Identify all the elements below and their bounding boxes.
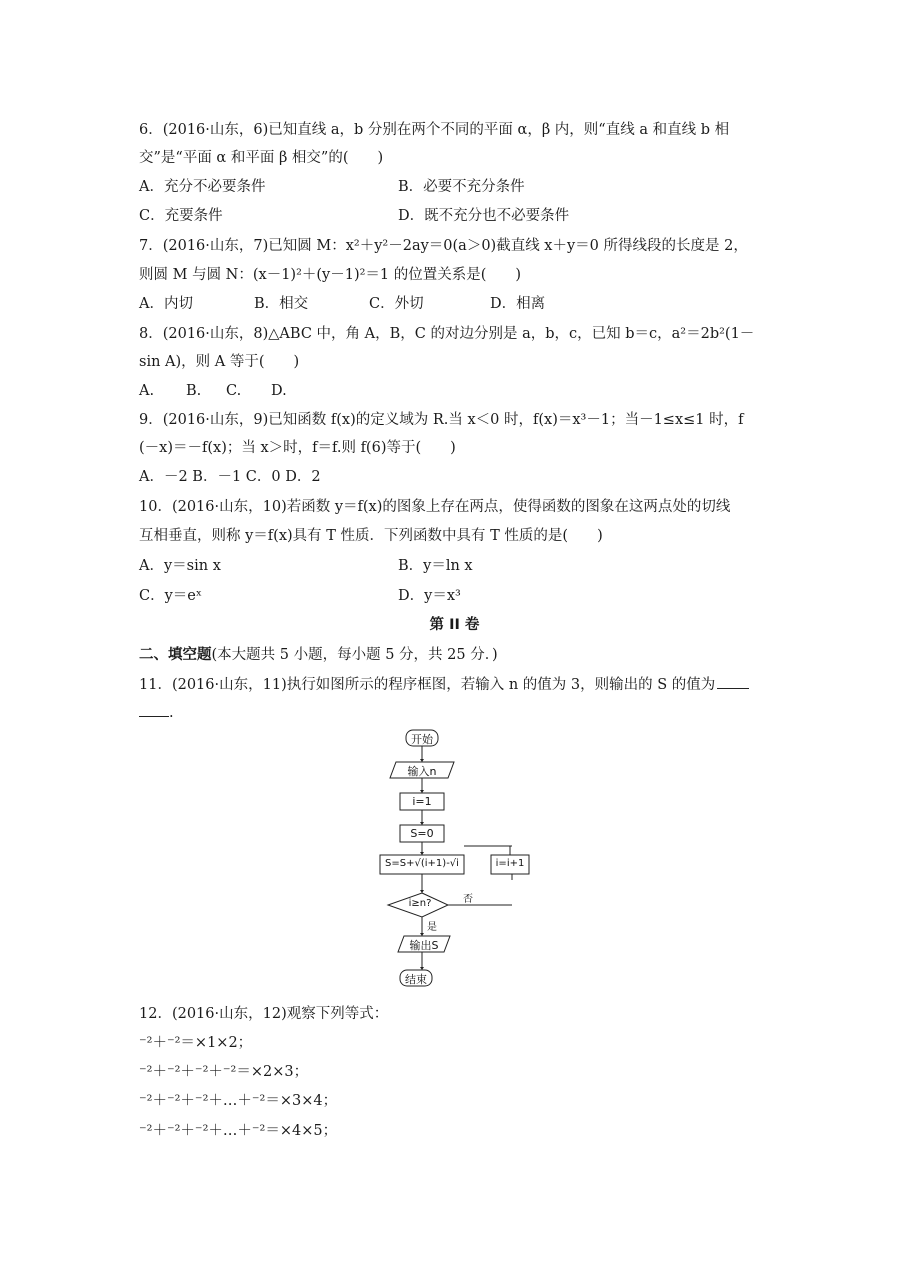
q9-options: A．－2 B．－1 C．0 D．2: [139, 469, 321, 485]
q12-equation-3: ⁻²＋⁻²＋⁻²＋…＋⁻²＝×3×4；: [139, 1093, 338, 1109]
flowchart-init-i-label: i=1: [412, 795, 432, 808]
q6-stem-line1: 6．(2016·山东，6)已知直线 a，b 分别在两个不同的平面 α，β 内，则“直线 a 和直线 b 相: [139, 122, 730, 138]
q7-option-b: B．相交: [254, 296, 309, 312]
flowchart-condition-label: i≥n?: [408, 898, 432, 909]
q11-stem-text: 11．(2016·山东，11)执行如图所示的程序框图，若输入 n 的值为 3，则输出的 S 的值为: [139, 677, 716, 693]
q12-equation-4: ⁻²＋⁻²＋⁻²＋…＋⁻²＝×4×5；: [139, 1123, 338, 1139]
q9-stem-line2: (－x)＝－f(x)；当 x＞时，f＝f.则 f(6)等于( ): [139, 440, 456, 456]
q12-equation-2: ⁻²＋⁻²＋⁻²＋⁻²＝×2×3；: [139, 1064, 309, 1080]
q8-option-d: D.: [271, 383, 287, 399]
q6-option-d: D．既不充分也不必要条件: [398, 208, 570, 224]
q12-stem: 12．(2016·山东，12)观察下列等式：: [139, 1006, 389, 1022]
q12-equation-1: ⁻²＋⁻²＝×1×2；: [139, 1035, 253, 1051]
q7-option-d: D．相离: [490, 296, 546, 312]
section-heading-note: (本大题共 5 小题，每小题 5 分，共 25 分．): [211, 647, 498, 663]
q6-option-b: B．必要不充分条件: [398, 179, 525, 195]
q9-stem-line1: 9．(2016·山东，9)已知函数 f(x)的定义域为 R.当 x＜0 时，f(x)＝x³－1；当－1≤x≤1 时，f: [139, 412, 744, 428]
q6-option-c: C．充要条件: [139, 208, 223, 224]
flowchart-no-label: 否: [463, 894, 473, 905]
q10-option-c: C．y＝eˣ: [139, 588, 203, 604]
q10-stem-line1: 10．(2016·山东，10)若函数 y＝f(x)的图象上存在两点，使得函数的图象在这两点处的切线: [139, 499, 731, 515]
q6-option-a: A．充分不必要条件: [139, 179, 266, 195]
q11-answer-blank-cont: [139, 702, 169, 717]
q8-option-a: A.: [139, 383, 155, 399]
flowchart: [370, 728, 550, 990]
flowchart-arrowhead-5: [420, 890, 424, 893]
flowchart-yes-label: 是: [427, 922, 437, 933]
section-heading: [139, 645, 498, 665]
section-heading-label: 二、填空题: [139, 647, 212, 663]
q11-answer-blank: [717, 674, 749, 689]
flowchart-output-label: 输出S: [409, 939, 439, 952]
q7-stem-line1: 7．(2016·山东，7)已知圆 M：x²＋y²－2ay＝0(a＞0)截直线 x＋y＝0 所得线段的长度是 2，: [139, 238, 748, 254]
q7-stem-line2: 则圆 M 与圆 N：(x－1)²＋(y－1)²＝1 的位置关系是( ): [139, 267, 522, 283]
q7-option-c: C．外切: [369, 296, 424, 312]
flowchart-update-i-label: i=i+1: [495, 858, 525, 869]
q6-stem-line2: 交”是“平面 α 和平面 β 相交”的( ): [139, 150, 384, 166]
q10-option-a: A．y＝sin x: [139, 558, 221, 574]
flowchart-init-s-label: S=0: [410, 827, 434, 840]
q10-stem-line2: 互相垂直，则称 y＝f(x)具有 T 性质．下列函数中具有 T 性质的是( ): [139, 528, 603, 544]
q8-option-b: B.: [186, 383, 202, 399]
q8-option-c: C.: [226, 383, 242, 399]
q10-option-d: D．y＝x³: [398, 588, 461, 604]
q7-option-a: A．内切: [139, 296, 193, 312]
flowchart-update-s-label: S=S+√(i+1)-√i: [385, 858, 459, 869]
q8-stem-line2: sin A)，则 A 等于( ): [139, 354, 300, 370]
q8-stem-line1: 8．(2016·山东，8)△ABC 中，角 A，B，C 的对边分别是 a，b，c，已知 b＝c，a²＝2b²(1－: [139, 326, 755, 342]
q10-option-b: B．y＝ln x: [398, 558, 473, 574]
flowchart-end-label: 结束: [405, 973, 427, 986]
section-title: 第 II 卷: [429, 617, 480, 633]
q11-stem-line1: [139, 674, 749, 695]
q11-stem-suffix: .: [169, 705, 174, 721]
flowchart-input-label: 输入n: [407, 765, 437, 778]
flowchart-start-label: 开始: [411, 733, 433, 746]
q11-stem-line2: [139, 702, 174, 723]
